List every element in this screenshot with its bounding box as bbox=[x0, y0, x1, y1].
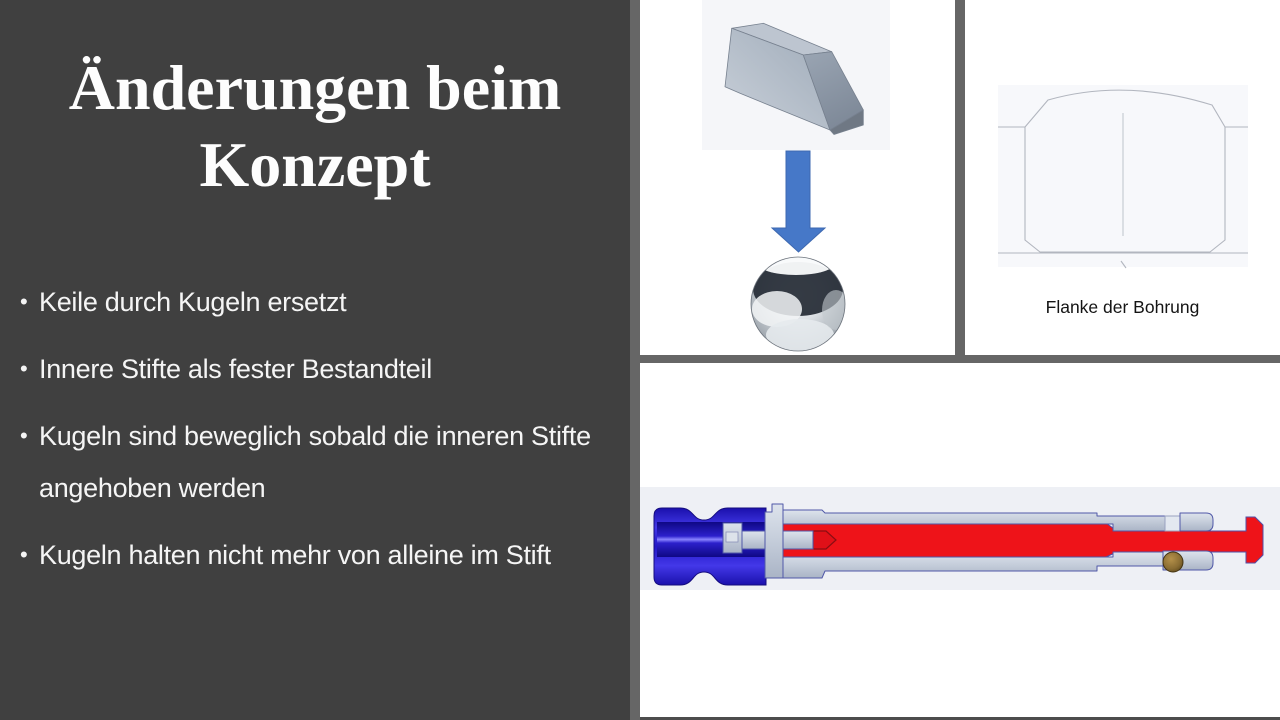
bullet-glyph: • bbox=[20, 289, 28, 314]
bullet-item bbox=[20, 410, 606, 514]
title-line-1: Änderungen beim bbox=[68, 52, 562, 123]
bullet-item bbox=[20, 343, 606, 395]
sleeve-cross-hole bbox=[1165, 516, 1180, 531]
bullet-item bbox=[20, 276, 606, 328]
sleeve-upper-collar bbox=[1180, 513, 1213, 531]
figure-caption: Flanke der Bohrung bbox=[1045, 297, 1200, 317]
cross-section-panel bbox=[640, 363, 1280, 717]
page-title bbox=[0, 0, 630, 204]
vertical-divider bbox=[630, 0, 640, 720]
bullet-glyph: • bbox=[20, 542, 28, 567]
bore-flank-panel bbox=[965, 0, 1280, 355]
bullet-list bbox=[20, 276, 606, 596]
wedge-ball-figure bbox=[640, 0, 955, 355]
horizontal-divider bbox=[640, 355, 1280, 363]
bullet-glyph: • bbox=[20, 356, 28, 381]
bullet-text: Keile durch Kugeln ersetzt bbox=[39, 287, 347, 317]
cross-section-drawing bbox=[640, 363, 1280, 717]
text-panel bbox=[0, 0, 630, 720]
bullet-text: Innere Stifte als fester Bestandteil bbox=[39, 354, 432, 384]
steel-ball bbox=[751, 249, 850, 351]
wedge-ball-panel bbox=[640, 0, 955, 355]
bullet-text: Kugeln halten nicht mehr von alleine im Stift bbox=[39, 540, 551, 570]
arrow-down-icon bbox=[772, 151, 825, 252]
title-line-2: Konzept bbox=[199, 128, 431, 200]
bullet-text: Kugeln sind beweglich sobald die inneren Stifte angehoben werden bbox=[39, 421, 591, 503]
detent-ball bbox=[1163, 552, 1183, 572]
sleeve-flange bbox=[765, 504, 783, 578]
bullet-glyph: • bbox=[20, 423, 28, 448]
bullet-item bbox=[20, 529, 606, 581]
vertical-divider-top bbox=[955, 0, 965, 355]
